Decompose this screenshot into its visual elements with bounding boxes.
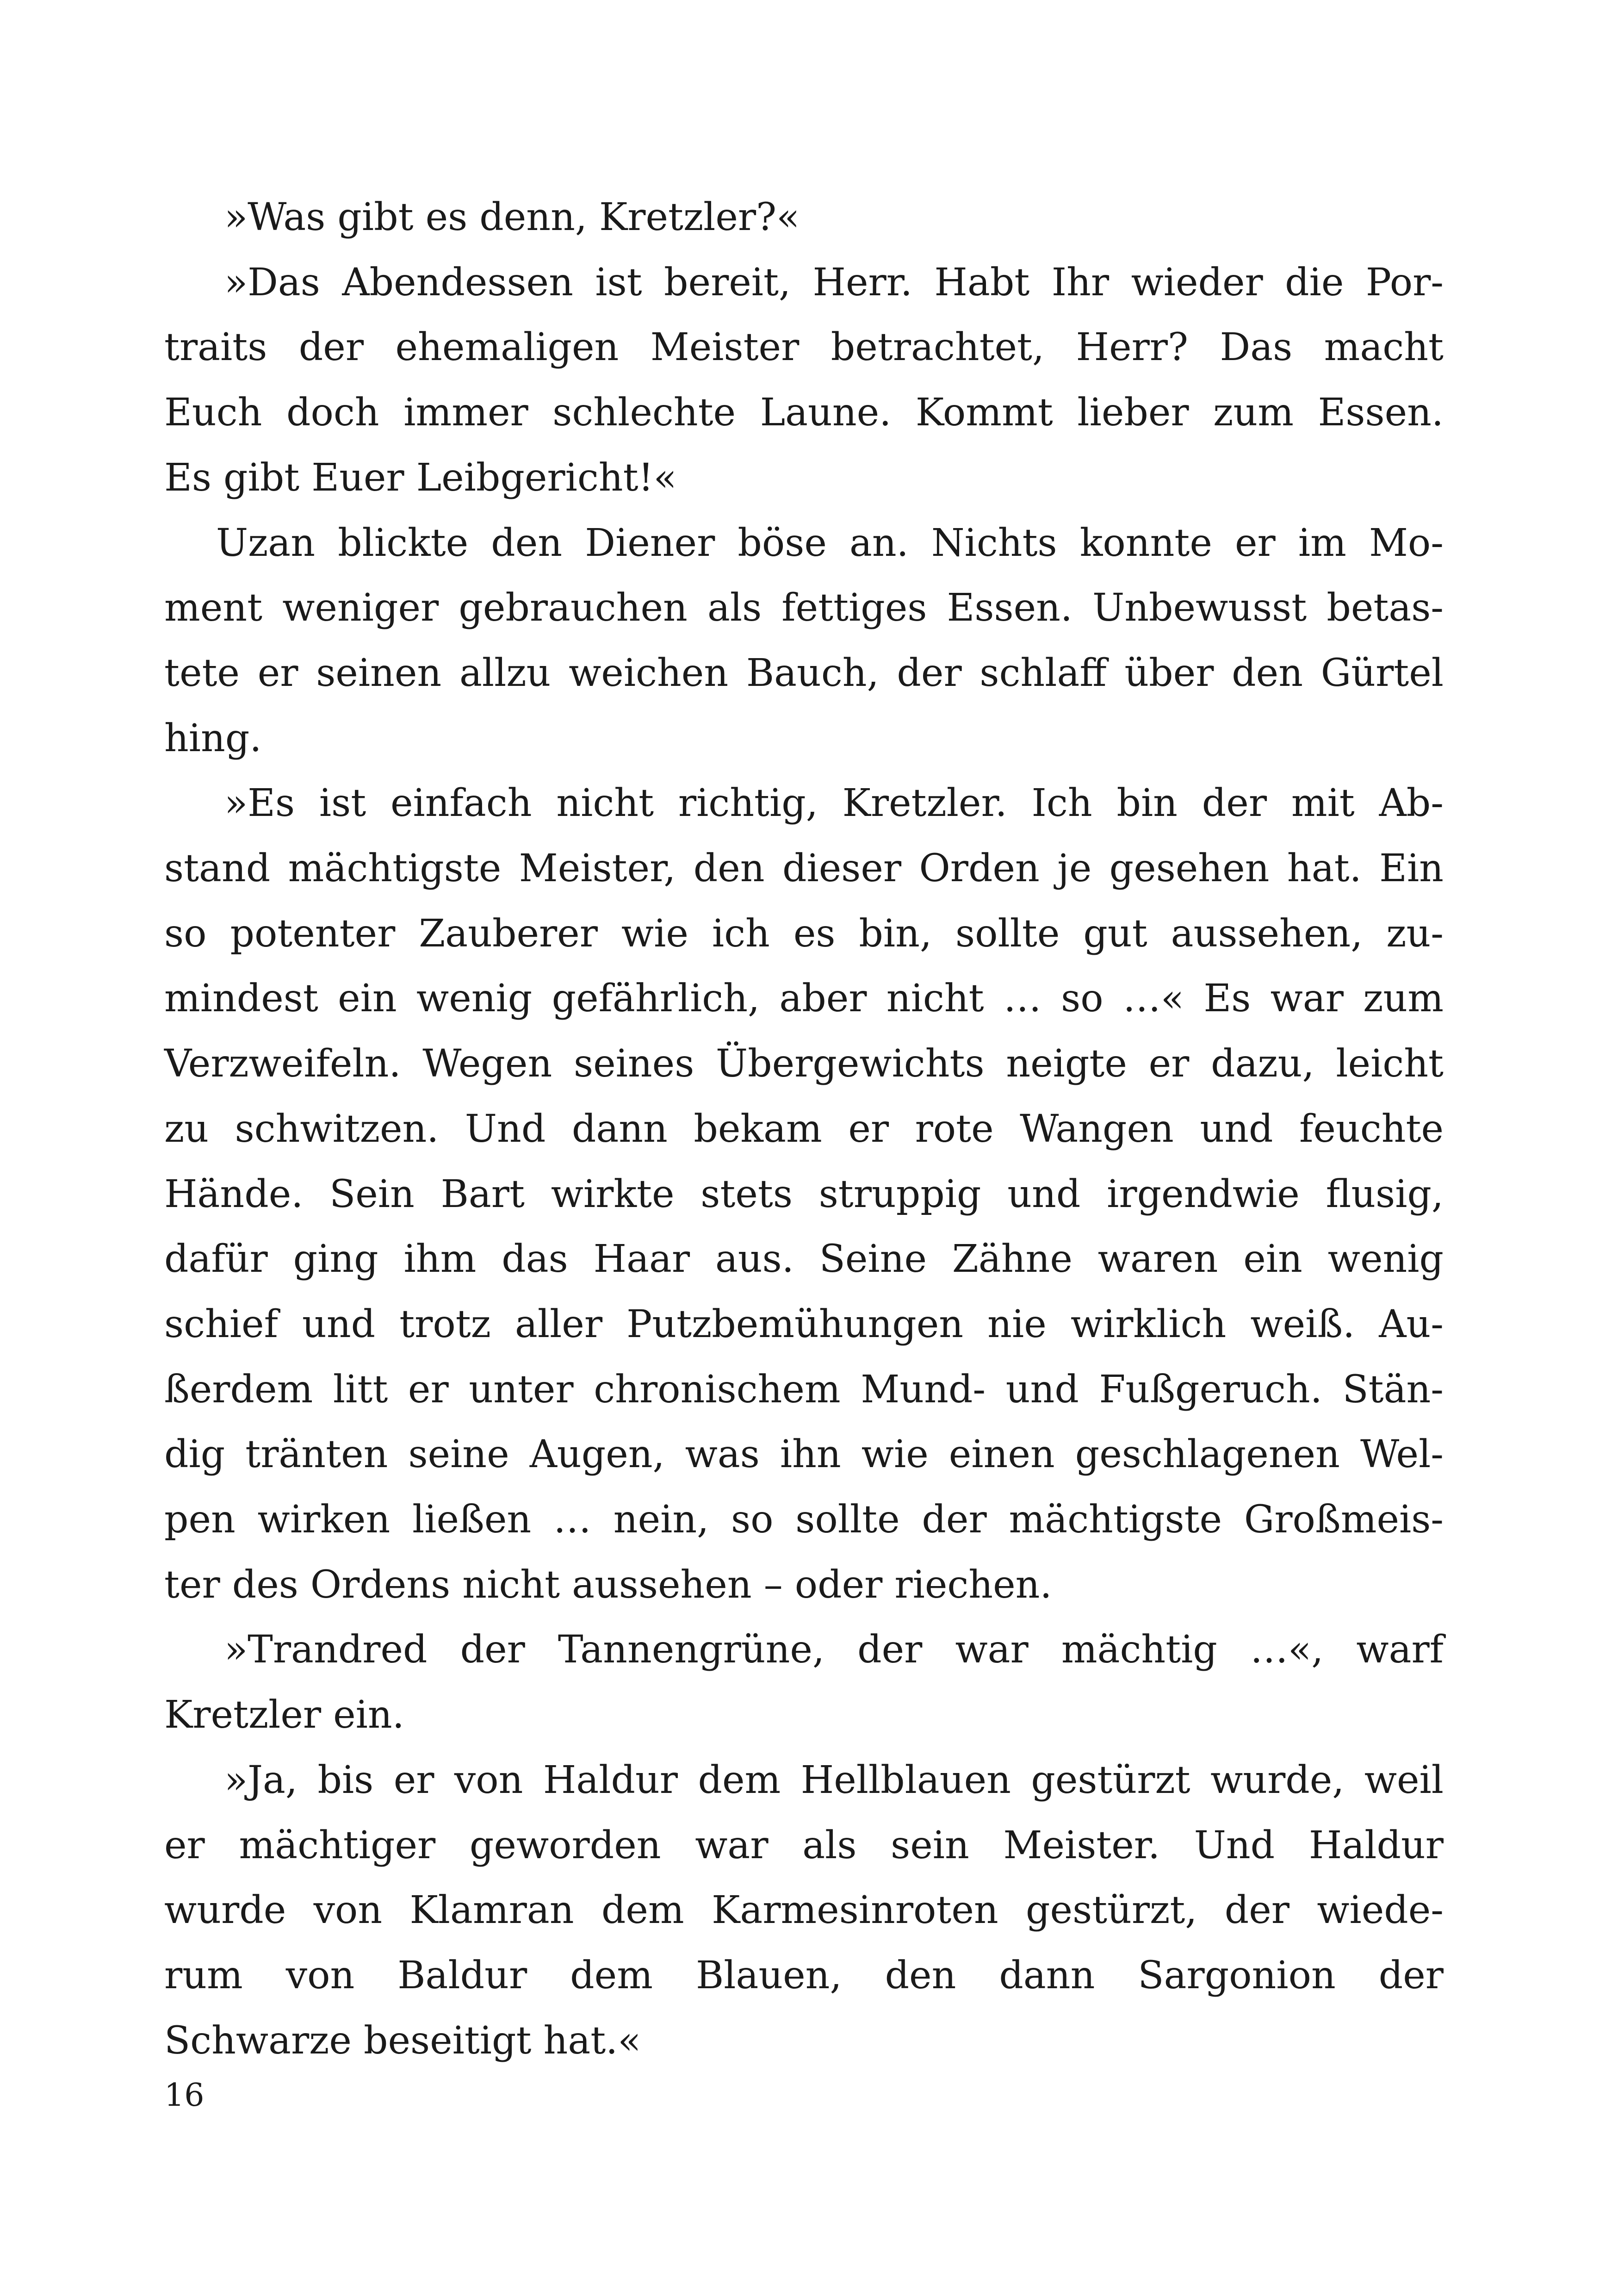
body-text (164, 185, 1444, 2073)
text-line: Hände. Sein Bart wirkte stets struppig und irgendwie flusig, (164, 1172, 1444, 1216)
paragraph-6 (164, 1748, 1444, 2074)
text-line: zu schwitzen. Und dann bekam er rote Wangen und feuchte (164, 1107, 1444, 1151)
text-line: stand mächtigste Meister, den dieser Orden je gesehen hat. Ein (164, 846, 1444, 891)
text-line: traits der ehemaligen Meister betrachtet, Herr? Das macht (164, 325, 1444, 370)
text-line: ßerdem litt er unter chronischem Mund- und Fußgeruch. Stän- (164, 1367, 1444, 1412)
page-number: 16 (164, 2077, 205, 2114)
text-line: Euch doch immer schlechte Laune. Kommt lieber zum Essen. (164, 391, 1444, 435)
text-line: hing. (164, 716, 262, 760)
paragraph-1 (164, 185, 1444, 250)
text-line: »Trandred der Tannengrüne, der war mächtig …«, warf (224, 1628, 1444, 1672)
text-line: ment weniger gebrauchen als fettiges Essen. Unbewusst betas- (164, 586, 1444, 630)
text-line: pen wirken ließen … nein, so sollte der mächtigste Großmeis- (164, 1498, 1444, 1542)
text-line: ter des Ordens nicht aussehen – oder riechen. (164, 1562, 1052, 1607)
text-line: schief und trotz aller Putzbemühungen nie wirklich weiß. Au- (164, 1302, 1444, 1346)
text-line: mindest ein wenig gefährlich, aber nicht … so …« Es war zum (164, 977, 1444, 1021)
text-line: »Was gibt es denn, Kretzler?« (224, 195, 800, 239)
text-line: dig tränten seine Augen, was ihn wie einen geschlagenen Wel- (164, 1432, 1444, 1477)
text-line: »Das Abendessen ist bereit, Herr. Habt Ihr wieder die Por- (224, 260, 1444, 305)
text-line: rum von Baldur dem Blauen, den dann Sargonion der (164, 1953, 1444, 1997)
paragraph-5 (164, 1618, 1444, 1748)
text-line: er mächtiger geworden war als sein Meister. Und Haldur (164, 1823, 1444, 1867)
text-line: wurde von Klamran dem Karmesinroten gestürzt, der wiede- (164, 1888, 1444, 1933)
paragraph-3 (164, 511, 1444, 772)
text-line: so potenter Zauberer wie ich es bin, sollte gut aussehen, zu- (164, 911, 1444, 956)
text-line: »Es ist einfach nicht richtig, Kretzler. Ich bin der mit Ab- (224, 781, 1444, 826)
text-line: dafür ging ihm das Haar aus. Seine Zähne waren ein wenig (164, 1237, 1444, 1282)
paragraph-4 (164, 771, 1444, 1618)
text-line: Kretzler ein. (164, 1693, 404, 1737)
text-line: Es gibt Euer Leibgericht!« (164, 455, 677, 500)
text-line: tete er seinen allzu weichen Bauch, der schlaff über den Gürtel (164, 651, 1444, 695)
text-line: »Ja, bis er von Haldur dem Hellblauen gestürzt wurde, weil (224, 1758, 1444, 1802)
text-line: Verzweifeln. Wegen seines Übergewichts neigte er dazu, leicht (164, 1042, 1444, 1086)
text-line: Schwarze beseitigt hat.« (164, 2018, 641, 2063)
paragraph-2 (164, 250, 1444, 511)
text-line: Uzan blickte den Diener böse an. Nichts konnte er im Mo- (216, 521, 1444, 565)
